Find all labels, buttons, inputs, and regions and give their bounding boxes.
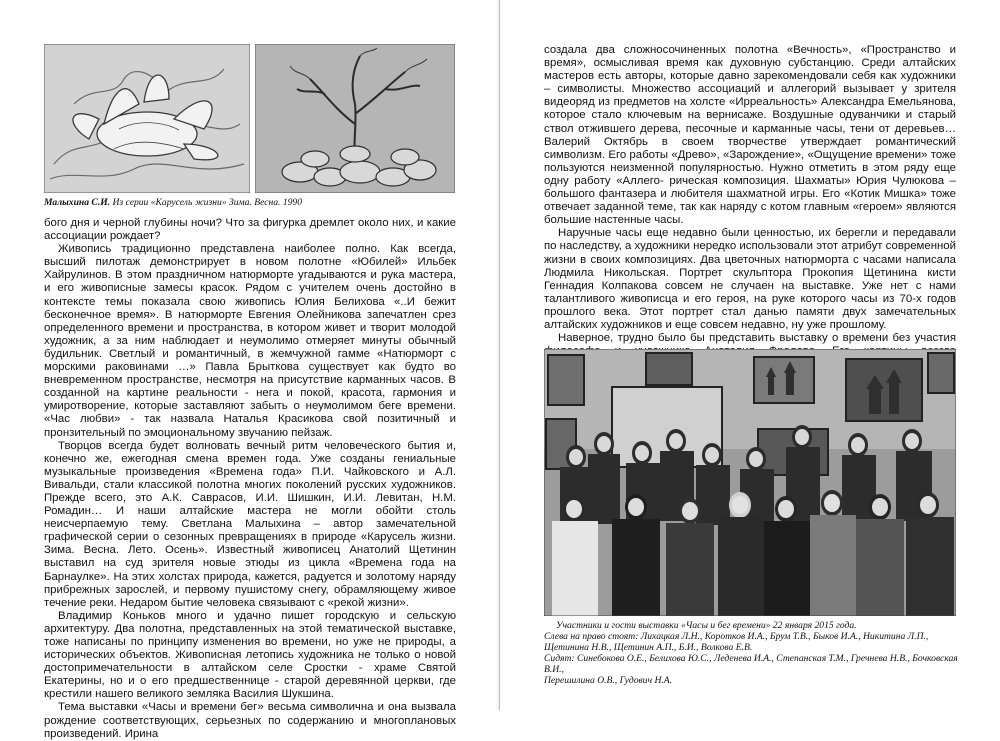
photo-caption-seated: Сидят: Синебокова О.Е., Белихова Ю.С., Леденева И.А., Степанская Т.М., Гречнева Н.В., Бочковская В.И.,: [544, 653, 958, 675]
left-page-text: [44, 217, 456, 741]
paragraph: Наручные часы еще недавно были ценностью, их берегли и передавали по наследству, а художники нередко использовали этот атрибут современной жизни в своих композициях. Два цветочных натюрморта с часами написала Людмила Никольская. Портрет скульптора Прокопия Щетинина кисти Геннадия Колпакова совсем не случаен на выставке. Уже нет с нами талантливого живописца и его героя, на руке которого часы из 70-х годов прошлого века. Этот портрет стал данью памяти двух замечательных алтайских художников и еще совсем недавно, ну уже прошлому.: [544, 227, 956, 331]
paragraph: Наверное, трудно было бы представить выставку о времени без участия: [558, 332, 956, 345]
right-page-text: [544, 44, 956, 384]
photo-caption-standing-cont: Щетинина Н.В., Щетинин А.П., Б.И., Волкова Е.В.: [544, 642, 753, 653]
paragraph: Тема выставки «Часы и времени бег» весьма символична и она вызвала рождение соответствующих, серьезных по содержанию и многоплановых произведений. Ирина: [44, 701, 456, 740]
group-photo-image: [544, 349, 956, 616]
paragraph: Творцов всегда будет волновать вечный ритм человеческого бытия и, конечно же, ежегодная смена времен года. Уже созданы гениальные музыкальные произведения «Времена года» П.И. Чайковского и А.Л. Вивальди, стали классикой полотна многих поколений русских художников. Прежде всего, это А.К. Саврасов, И.И. Шишкин, И.И. Левитан, Н.М. Ромадин… И наши алтайские мастера не могли обойти столь неисчерпаемую тему. Светлана Малыхина – автор замечательной графической серии о сезонных превращениях в природе «Карусель жизни. Зима. Весна. Лето. Осень». Известный живописец Анатолий Щетинин выставил на суд зрителя новые этюды из цикла «Времена года на Барнаулке». На этих холстах природа, кажется, радуется и золотому наряду прибрежных зарослей, и первому пушистому снегу, обрамляющему живое течение реки. Недаром бытие человека связывают с «рекой жизни».: [44, 439, 456, 609]
paragraph: Владимир Коньков много и удачно пишет городскую и сельскую архитектуру. Два полотна, представленных на этой тематической выставке, тоже написаны по принципу изменения во времени, но уже не природы, а исторических объектов. Живописная летопись художника не только о новой достопримечательности в алтайском селе Сростки - храме Святой Екатерины, но и о его предшественнице - старой деревянной церкви, где крестили нашего великого земляка Василия Шукшина.: [44, 609, 456, 701]
paragraph: Живопись традиционно представлена наиболее полно. Как всегда, высший пилотаж демонстрирует в новом полотне «Юбилей» Ильбек Хайрулинов. В этом праздничном натюрморте угадываются и рука мастера, и его живописные замесы красок. Рядом с учителем очень достойно в контексте темы показала свою живопись Юлия Белихова «..И бежит бесконечное время». В натюрморте Евгения Олейникова запечатлен срез определенного времени и пространства, в котором живет и творит молодой художник, а за ним наблюдает и неумолимо отмеряет минуты обычный будильник. Светлый и романтичный, в жемчужной гамме «Натюрморт с морскими раковинами …» Павла Брыткова существует как будто во вневременном пространстве, несмотря на присутствие карманных часов. В созданной на картине реальности - нега и покой, красота, гармония и умиротворение, которые заставляют забыть о неумолимом беге времени. «Час любви» - так назвала Наталья Красикова свой позитичный и пронзительный по эмоциональному звучанию пейзаж.: [44, 243, 456, 439]
left-page: [0, 0, 500, 740]
photo-caption-title: Участники и гости выставки «Часы и бег времени» 22 января 2015 года.: [556, 620, 857, 631]
painting-caption-author: Малыхина С.И.: [44, 197, 111, 208]
painting-caption: [44, 197, 464, 208]
photo-caption-seated-cont: Перешилина О.В., Гудович Н.А.: [544, 675, 673, 686]
paragraph: создала два сложносочиненных полотна «Вечность», «Пространство и время», осмысливая время как духовную субстанцию. Среди алтайских мастеров есть авторы, которые давно зарекомендовали себя как художники – символисты. Множество ассоциаций и аллегорий вызывает у зрителя видеоряд из предметов на холсте «Ирреальность» Александра Емельянова, которое стало ключевым на вернисаже. Воздушные одуванчики и старый ствол отжившего дерева, песочные и карманные часы, тени от деревьев… Валерий Октябрь в своем творчестве утверждает романтический символизм. Его работы «Древо», «Зарождение», «Ощущение времени» тоже пользуются неизменной популярностью. Нужно отметить в этом ряду еще одну работу «Аллего- рическая композиция. Шахматы» Юрия Чулюкова – большого фантазера и любителя шахматной игры. Его «Котик Мишка» тоже отвечает заданной теме, так как наряду с котом главным «героем» являются большие настенные часы.: [544, 44, 956, 227]
painting-caption-text: Из серии «Карусель жизни» Зима. Весна. 1990: [112, 197, 303, 208]
paragraph: бого дня и черной глубины ночи? Что за фигурка дремлет около них, и какие ассоциации рождает?: [44, 217, 456, 243]
painting-spring-image: [255, 44, 455, 193]
right-page: [500, 0, 1000, 710]
photo-caption: [544, 620, 974, 686]
painting-winter-image: [44, 44, 250, 193]
photo-caption-standing: Слева на право стоят: Лихацкая Л.Н., Коротков И.А., Брум Т.В., Быков И.А., Никитина Л.П.,: [544, 631, 929, 642]
